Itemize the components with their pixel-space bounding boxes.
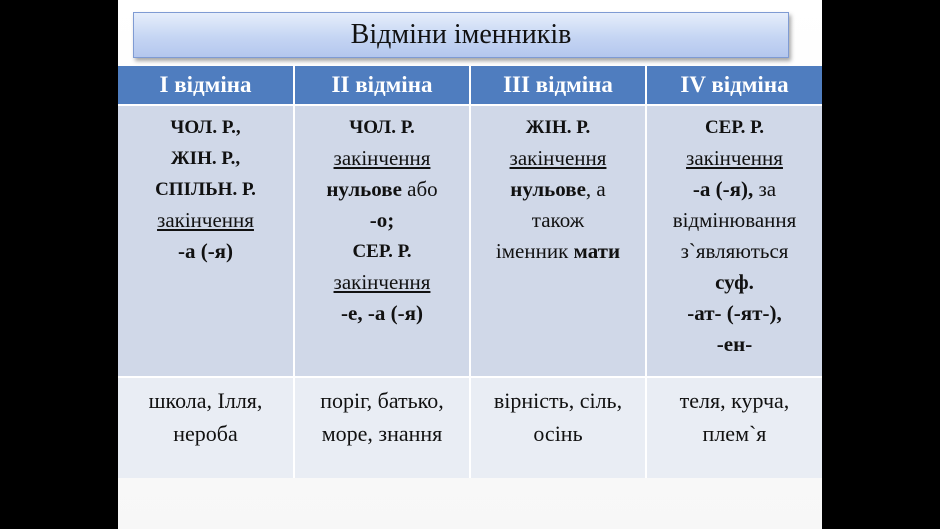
header-declension-2: II відміна (294, 66, 470, 105)
example-text: плем`я (702, 421, 767, 446)
gender-label: ЧОЛ. Р., (170, 117, 241, 138)
gender-label: СПІЛЬН. Р. (155, 179, 256, 200)
header-row (118, 66, 822, 105)
gender-label: ЖІН. Р., (170, 148, 241, 169)
slide-title: Відміни іменників (133, 12, 789, 58)
header-declension-3: III відміна (470, 66, 646, 105)
header-declension-1: I відміна (118, 66, 294, 105)
gender-label: СЕР. Р. (704, 117, 765, 138)
connector-text: за (753, 177, 777, 201)
example-text: вірність, сіль, (493, 388, 623, 413)
example-text: осінь (533, 421, 583, 446)
noun-example: мати (573, 239, 621, 263)
examples-cell-2 (294, 377, 470, 478)
rule-cell-2 (294, 105, 470, 377)
ending-value: нульове (510, 177, 586, 201)
examples-row (118, 377, 822, 478)
gender-label: СЕР. Р. (352, 241, 412, 262)
example-text: теля, курча, (679, 388, 790, 413)
ending-value: -а (-я) (177, 239, 234, 263)
ending-value: -е, -а (-я) (341, 301, 423, 325)
suffix-label: суф. (715, 270, 754, 294)
example-text: поріг, батько, (320, 388, 444, 413)
ending-label: закінчення (157, 208, 254, 232)
ending-label: закінчення (686, 146, 783, 170)
ending-label: закінчення (333, 146, 431, 170)
ending-value: -о; (369, 208, 395, 232)
gender-label: ЖІН. Р. (525, 117, 591, 138)
examples-cell-1 (118, 377, 294, 478)
note-text: з`являються (680, 239, 789, 263)
note-text: відмінювання (672, 208, 797, 232)
connector-text: або (401, 177, 438, 201)
ending-value: -а (-я), (692, 177, 754, 201)
examples-cell-3 (470, 377, 646, 478)
ending-label: закінчення (333, 270, 431, 294)
ending-label: закінчення (509, 146, 607, 170)
declension-table (118, 66, 822, 478)
example-text: море, знання (321, 421, 443, 446)
gender-label: ЧОЛ. Р. (349, 117, 415, 138)
ending-value: нульове (326, 177, 402, 201)
example-text: школа, Ілля, (148, 388, 263, 413)
suffix-value: -ат- (-ят-), (687, 301, 782, 325)
slide (118, 0, 822, 529)
rule-cell-1 (118, 105, 294, 377)
connector-text: , а (585, 177, 606, 201)
rule-cell-3 (470, 105, 646, 377)
connector-text: також (531, 208, 585, 232)
note-text: іменник (495, 239, 574, 263)
rule-row (118, 105, 822, 377)
suffix-value: -ен- (716, 332, 753, 356)
examples-cell-4 (646, 377, 822, 478)
example-text: нероба (173, 421, 238, 446)
header-declension-4: IV відміна (646, 66, 822, 105)
rule-cell-4 (646, 105, 822, 377)
